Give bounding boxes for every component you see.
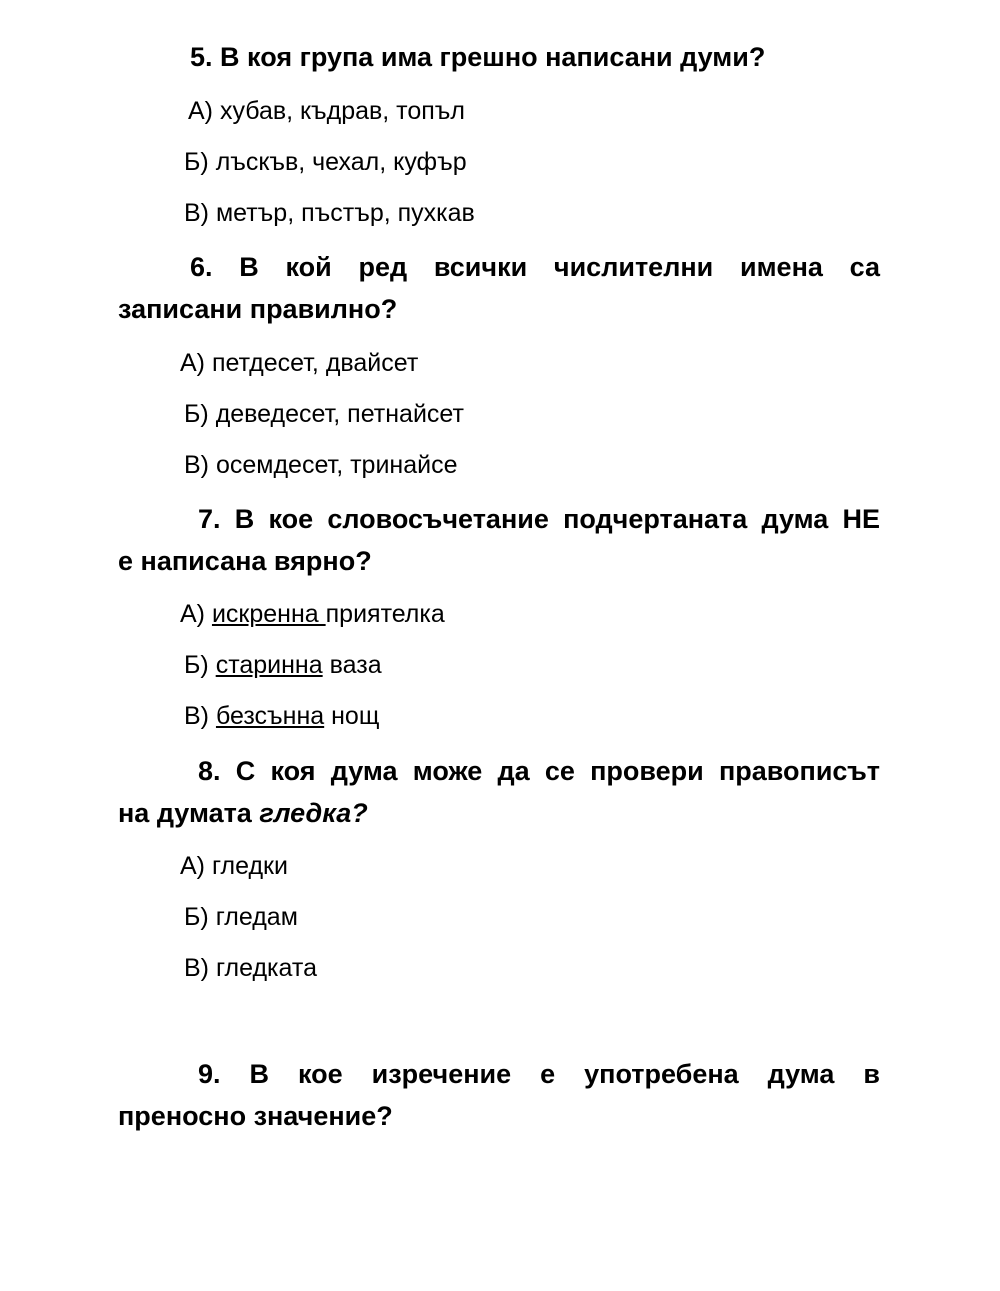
option-text: лъскъв, чехал, куфър [215, 148, 467, 176]
question-9 [118, 1053, 880, 1137]
question-6-option-b[interactable] [184, 397, 464, 431]
option-label: А) [180, 852, 205, 880]
option-text: метър, пъстър, пухкав [215, 199, 475, 227]
option-text: приятелка [325, 600, 445, 628]
question-6-number: 6. [190, 252, 213, 282]
question-9-line-1 [118, 1053, 880, 1095]
underlined-word: безсънна [215, 702, 325, 730]
question-8-option-b[interactable] [184, 900, 298, 934]
question-6-option-c[interactable] [184, 448, 457, 482]
question-6-option-a[interactable] [180, 346, 418, 380]
question-8 [118, 750, 880, 834]
question-7-option-c[interactable] [184, 699, 379, 733]
question-8-line-1 [118, 750, 880, 792]
question-8-text-line-2: на думата [118, 798, 260, 828]
question-7-number: 7. [198, 504, 221, 534]
question-5-text: В коя група има грешно написани думи? [220, 42, 766, 72]
option-label: В) [184, 451, 209, 479]
option-text: осемдесет, тринайсе [215, 451, 458, 479]
option-label: В) [184, 702, 209, 730]
option-label: Б) [184, 651, 209, 679]
question-8-option-a[interactable] [180, 849, 288, 883]
question-6-text-line-2: записани правилно? [118, 294, 398, 324]
option-text: ваза [322, 651, 382, 679]
question-5-option-c[interactable] [184, 196, 475, 230]
question-7-text-line-1: В кое словосъчетание подчертаната дума НЕ [234, 504, 880, 534]
option-text: гледки [211, 852, 288, 880]
question-7-option-b[interactable] [184, 648, 382, 682]
question-6-line-1 [118, 246, 880, 288]
question-8-line-2 [118, 792, 880, 834]
question-9-text-line-2: преносно значение? [118, 1101, 393, 1131]
question-7-line-1 [118, 498, 880, 540]
option-text: петдесет, двайсет [211, 349, 419, 377]
question-5-option-a[interactable] [188, 94, 465, 128]
question-8-italic-word: гледка? [259, 798, 368, 828]
option-text: хубав, къдрав, топъл [219, 97, 466, 125]
option-label: Б) [184, 148, 209, 176]
question-7-text-line-2: е написана вярно? [118, 546, 372, 576]
option-label: В) [184, 199, 209, 227]
question-8-text-line-1: С коя дума може да се провери правописът [235, 756, 880, 786]
option-label: А) [188, 97, 213, 125]
option-text: гледката [215, 954, 317, 982]
question-9-number: 9. [198, 1059, 221, 1089]
option-label: Б) [184, 400, 209, 428]
question-6 [118, 246, 880, 330]
option-label: А) [180, 600, 205, 628]
question-8-option-c[interactable] [184, 951, 317, 985]
option-text: деведесет, петнайсет [215, 400, 464, 428]
question-5-number: 5. [190, 42, 213, 72]
question-5-option-b[interactable] [184, 145, 467, 179]
question-7-option-a[interactable] [180, 597, 445, 631]
question-5 [190, 36, 765, 78]
option-label: А) [180, 349, 205, 377]
question-7 [118, 498, 880, 582]
underlined-word: старинна [215, 651, 323, 679]
question-9-text-line-1: В кое изречение е употребена дума в [249, 1059, 880, 1089]
question-8-number: 8. [198, 756, 221, 786]
option-label: В) [184, 954, 209, 982]
option-text: гледам [215, 903, 298, 931]
option-text: нощ [324, 702, 380, 730]
underlined-word: искренна [211, 600, 326, 628]
option-label: Б) [184, 903, 209, 931]
question-6-text-line-1: В кой ред всички числителни имена са [239, 252, 880, 282]
